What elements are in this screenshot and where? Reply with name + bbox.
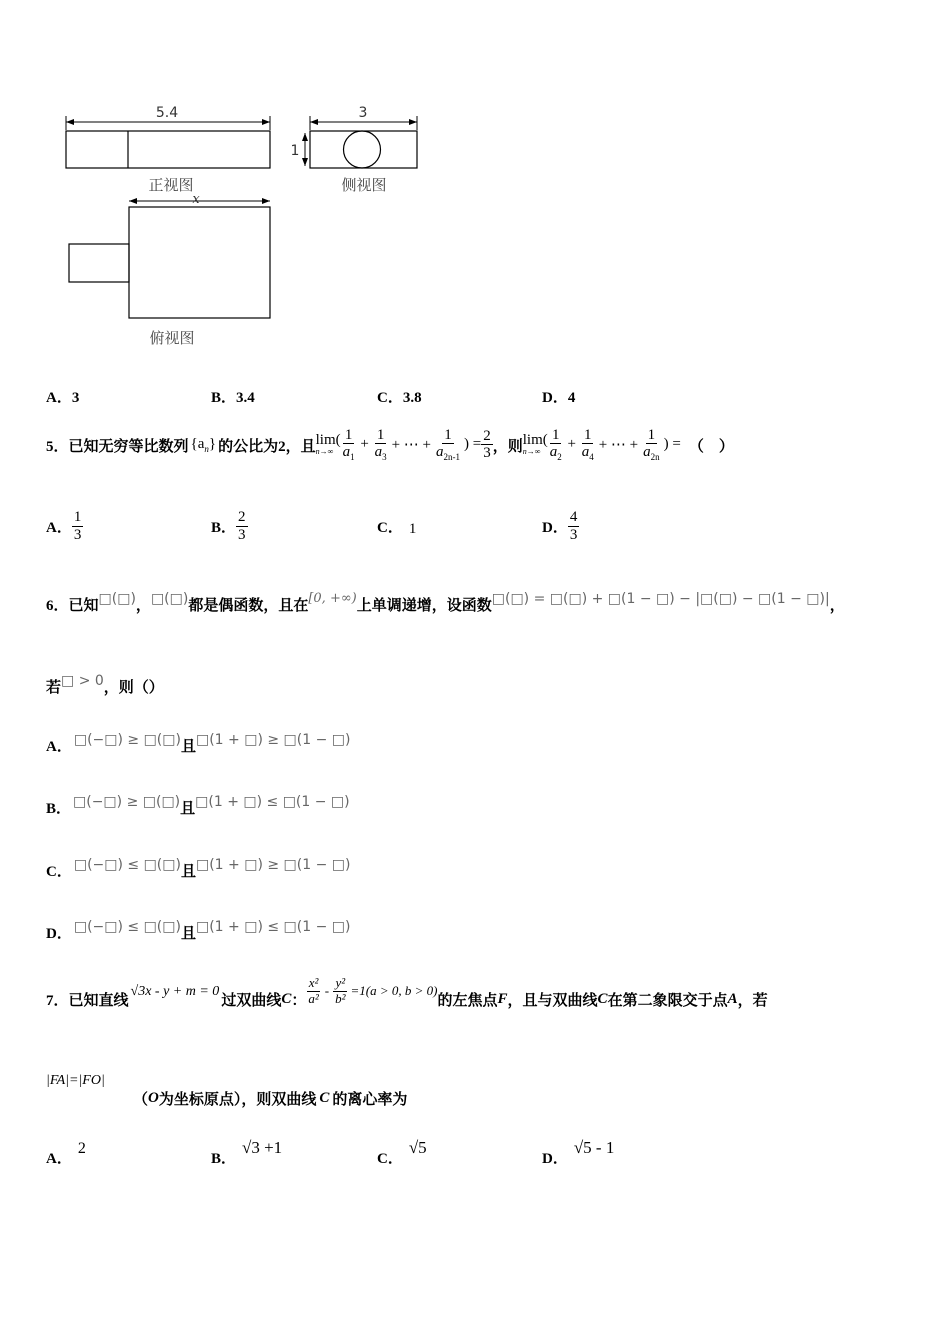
q7-fa-condition: |FA|=|FO|: [46, 1073, 105, 1088]
q4-option-b[interactable]: [211, 386, 255, 407]
option-value: 3.4: [236, 390, 255, 406]
q5-option-a[interactable]: [46, 503, 83, 549]
side-dim-label: 3: [358, 105, 368, 121]
option-value: 3.8: [402, 390, 422, 406]
top-dim-label: x: [192, 192, 200, 207]
q5-option-c[interactable]: [377, 503, 416, 549]
q6-option-c[interactable]: C． □(−□) ≤ □(□) 且 □(1 + □) ≥ □(1 − □): [46, 856, 351, 880]
q7-stem-line2: （ O 为坐标原点），则双曲线 C 的离心率为: [133, 1090, 408, 1108]
question-number: 6．: [46, 598, 69, 614]
option-right-expr: □(1 + □) ≤ □(1 − □): [195, 918, 351, 935]
q7-text3: 的左焦点: [437, 992, 498, 1009]
top-view-caption: 俯视图: [149, 329, 195, 347]
side-view-caption: 侧视图: [341, 176, 387, 194]
three-view-figure: [55, 100, 435, 360]
front-dim-label: 5.4: [155, 105, 179, 121]
q6-cond-expr: □ > 0: [61, 672, 104, 689]
option-right-expr: □(1 + □) ≥ □(1 − □): [195, 731, 351, 748]
top-view-small-rect: [69, 244, 129, 282]
height-dim-label: 1: [290, 143, 300, 159]
option-fraction: $\frac{1}{3}$: [73, 509, 82, 543]
q7-option-b[interactable]: [211, 1138, 282, 1168]
option-label: B．: [211, 519, 237, 536]
q6-text2: 都是偶函数，且在: [188, 598, 309, 614]
option-fraction: $\frac{2}{3}$: [238, 509, 246, 543]
q5-limit-expr: lim( n→∞ $\frac{1}{a_1}$ + $\frac{1}{a_3}$ + ⋯ + $\frac{1}{a_{2n-1}}$ ) = $\frac{2}{3}$: [315, 426, 491, 463]
top-view-rect: [129, 207, 270, 318]
option-label: D．: [46, 926, 72, 942]
front-view-rect: [66, 131, 270, 168]
q7-text2: 过双曲线: [221, 992, 282, 1009]
q6-func-def: □(□) = □(□) + □(1 − □) − |□(□) − □(1 − □)|: [491, 590, 830, 607]
option-value: 3: [71, 390, 80, 406]
q7-line-equation: √3x - y + m = 0: [130, 984, 220, 999]
side-view-rect: [310, 131, 417, 168]
option-value: 2: [77, 1140, 86, 1157]
q6-option-b[interactable]: B． □(−□) ≥ □(□) 且 □(1 + □) ≤ □(1 − □): [46, 793, 350, 817]
option-label: A．: [46, 390, 72, 406]
option-right-expr: □(1 + □) ≤ □(1 − □): [195, 793, 350, 810]
option-value: √5: [408, 1138, 427, 1157]
option-label: A．: [46, 519, 72, 536]
q7-option-c[interactable]: [377, 1138, 427, 1168]
option-left-expr: □(−□) ≥ □(□): [73, 731, 181, 748]
option-label: B．: [211, 1151, 237, 1167]
q5-limit-expr-2: lim( n→∞ $\frac{1}{a_2}$ + $\frac{1}{a_4}$ + ⋯ + $\frac{1}{a_{2n}}$ ) =: [522, 426, 681, 463]
q7-option-d[interactable]: [542, 1138, 614, 1168]
q7-stem: 7． 已知直线 √3x - y + m = 0 过双曲线 C ： $\frac{\text{x²}}{\text{a²}}$ - $\frac{\text{y²}}{\text{b²}}$ =1(a > 0, b > 0) 的左焦点 F ，且与双曲线 C 在第二象限交于点 A ，若: [46, 975, 768, 1009]
q6-condition: 若 □ > 0 ，则（）: [46, 672, 164, 696]
q5-text3: ，则: [492, 438, 523, 455]
option-label: A．: [46, 739, 72, 755]
q4-option-a[interactable]: [46, 386, 79, 407]
option-label: C．: [377, 390, 403, 406]
question-number: 7．: [46, 992, 69, 1009]
q6-func-g: □(□): [150, 590, 189, 607]
option-label: C．: [377, 1151, 403, 1167]
option-value: √3 +1: [242, 1138, 283, 1157]
q6-text3: 上单调递增，设函数: [356, 598, 492, 614]
front-view-caption: 正视图: [148, 176, 194, 194]
option-fraction: $\frac{4}{3}$: [569, 509, 578, 543]
option-left-expr: □(−□) ≥ □(□): [73, 793, 181, 810]
option-left-expr: □(−□) ≤ □(□): [73, 856, 181, 873]
q7-hyperbola-equation: $\frac{\text{x²}}{\text{a²}}$ - $\frac{\text{y²}}{\text{b²}}$ =1(a > 0, b > 0): [308, 975, 438, 1006]
q6-func-f: □(□): [98, 590, 136, 607]
q6-interval: [0, +∞): [308, 591, 357, 606]
q6-option-d[interactable]: D． □(−□) ≤ □(□) 且 □(1 + □) ≤ □(1 − □): [46, 918, 351, 942]
option-left-expr: □(−□) ≤ □(□): [73, 918, 181, 935]
option-value: 1: [408, 520, 417, 537]
q5-option-d[interactable]: [542, 503, 579, 549]
q7-text1: 已知直线: [68, 992, 129, 1009]
q5-text2: 的公比为2，且: [218, 438, 316, 455]
option-label: B．: [211, 390, 237, 406]
side-view-circle: [344, 131, 381, 168]
option-label: C．: [46, 864, 72, 880]
option-label: D．: [542, 390, 568, 406]
q5-option-b[interactable]: [211, 503, 248, 549]
q5-sequence: $\{a_n\}$: [190, 436, 217, 454]
option-right-expr: □(1 + □) ≥ □(1 − □): [195, 856, 351, 873]
q4-option-c[interactable]: [377, 386, 422, 407]
option-label: D．: [542, 519, 568, 536]
option-value: √5 - 1: [573, 1138, 615, 1157]
q6-text1: 已知: [68, 598, 99, 614]
q5-stem: [46, 420, 734, 470]
option-value: 4: [567, 390, 576, 406]
q6-stem: 6． 已知 □(□) ， □(□) 都是偶函数，且在 [0, +∞) 上单调递增，设函数 □(□) = □(□) + □(1 − □) − |□(□) − □(1 − □)| ，: [46, 590, 845, 614]
q5-text1: 已知无穷等比数列: [68, 438, 189, 455]
question-number: 5．: [46, 438, 69, 455]
q4-option-d[interactable]: [542, 386, 575, 407]
q7-option-a[interactable]: [46, 1140, 86, 1168]
option-label: A．: [46, 1151, 72, 1167]
option-label: C．: [377, 519, 403, 536]
q5-answer-paren: （ ）: [688, 438, 734, 455]
option-label: B．: [46, 801, 72, 817]
option-label: D．: [542, 1151, 568, 1167]
q6-option-a[interactable]: A． □(−□) ≥ □(□) 且 □(1 + □) ≥ □(1 − □): [46, 731, 351, 755]
